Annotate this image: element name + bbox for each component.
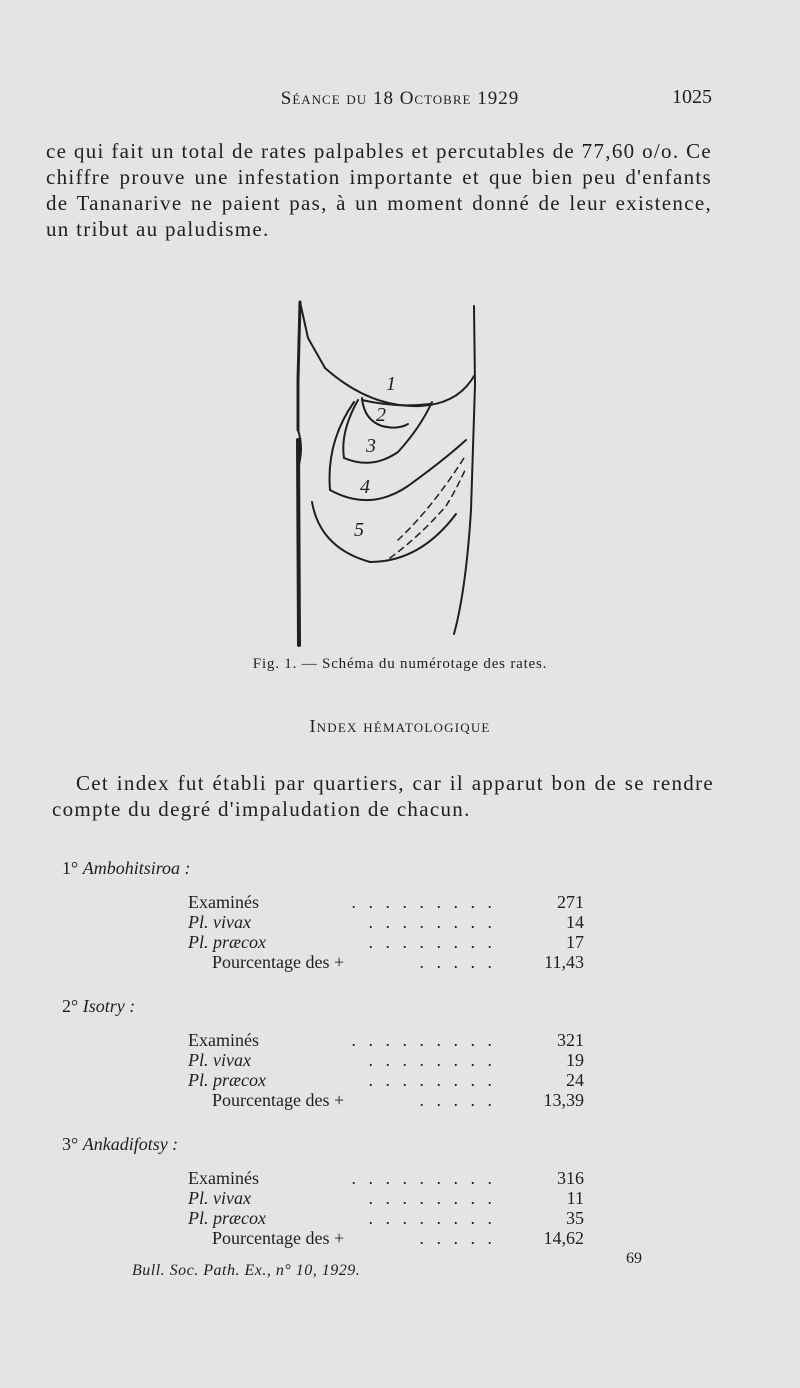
row-value: 14,62 — [543, 1228, 584, 1248]
row-value: 14 — [566, 912, 584, 932]
row-value: 11 — [566, 1188, 584, 1208]
row-value: 35 — [566, 1208, 584, 1228]
district-name: Ankadifotsy : — [82, 1134, 179, 1154]
row-label: Examinés — [188, 1168, 259, 1188]
leader-dots: . . . . . . . . — [368, 1208, 496, 1228]
row-label: Examinés — [188, 1030, 259, 1050]
table-row — [188, 1090, 584, 1110]
leader-dots: . . . . . — [419, 952, 496, 972]
table-row — [188, 1030, 584, 1050]
row-label: Pourcentage des + — [212, 1090, 345, 1110]
table-row — [188, 1208, 584, 1228]
section-title: Index hématologique — [309, 716, 491, 736]
table-row — [188, 892, 584, 912]
district-number: 2° — [62, 996, 79, 1016]
row-value: 13,39 — [543, 1090, 584, 1110]
district-name: Isotry : — [82, 996, 136, 1016]
figure-caption: Fig. 1. — Schéma du numérotage des rates. — [252, 656, 548, 672]
table-row — [188, 1050, 584, 1070]
leader-dots: . . . . . . . . — [368, 912, 496, 932]
district-number: 1° — [62, 858, 79, 878]
row-label: Pl. vivax — [188, 1050, 251, 1070]
body-paragraph: Cet index fut établi par quartiers, car il apparut bon de se rendre compte du degré d'impaludation de chacun. — [52, 771, 714, 821]
table-row — [188, 912, 584, 932]
zone-label-2: 2 — [376, 404, 386, 426]
spleen-numbering-diagram — [270, 290, 490, 650]
leader-dots: . . . . . . . . . — [351, 892, 496, 912]
leader-dots: . . . . . — [419, 1228, 496, 1248]
row-label: Examinés — [188, 892, 259, 912]
page-number: 1025 — [672, 86, 712, 108]
leader-dots: . . . . . . . . — [368, 1070, 496, 1090]
row-value: 17 — [566, 932, 584, 952]
table-row — [188, 1228, 584, 1248]
zone-label-1: 1 — [386, 373, 396, 395]
row-label: Pl. vivax — [188, 912, 251, 932]
district-number: 3° — [62, 1134, 79, 1154]
table-row — [188, 932, 584, 952]
district-name: Ambohitsiroa : — [82, 858, 191, 878]
leader-dots: . . . . . — [419, 1090, 496, 1110]
journal-reference: Bull. Soc. Path. Ex., n° 10, 1929. — [132, 1262, 361, 1279]
leader-dots: . . . . . . . . . — [351, 1168, 496, 1188]
row-value: 24 — [566, 1070, 584, 1090]
leader-dots: . . . . . . . . . — [351, 1030, 496, 1050]
table-row — [188, 952, 584, 972]
leader-dots: . . . . . . . . — [368, 932, 496, 952]
row-value: 271 — [557, 892, 584, 912]
table-row — [188, 1188, 584, 1208]
row-value: 19 — [566, 1050, 584, 1070]
zone-label-5: 5 — [354, 519, 364, 541]
leader-dots: . . . . . . . . — [368, 1050, 496, 1070]
table-row — [188, 1168, 584, 1188]
district-heading — [62, 996, 135, 1017]
row-value: 11,43 — [544, 952, 584, 972]
running-header: Séance du 18 Octobre 1929 — [280, 88, 520, 109]
zone-label-4: 4 — [360, 476, 370, 498]
row-label: Pl. præcox — [188, 1070, 266, 1090]
table-row — [188, 1070, 584, 1090]
intro-paragraph: ce qui fait un total de rates palpables et percutables de 77,60 o/o. Ce chiffre prouve une infestation importante et que bien peu d'enfants de Tananarive ne paient pas, à un moment donné de leur existence, un tribut au paludisme. — [46, 139, 712, 241]
row-label: Pourcentage des + — [212, 1228, 345, 1248]
sheet-number: 69 — [626, 1250, 642, 1267]
leader-dots: . . . . . . . . — [368, 1188, 496, 1208]
row-label: Pourcentage des + — [212, 952, 345, 972]
row-label: Pl. vivax — [188, 1188, 251, 1208]
district-heading — [62, 1134, 178, 1155]
district-heading — [62, 858, 191, 879]
row-value: 321 — [557, 1030, 584, 1050]
row-value: 316 — [557, 1168, 584, 1188]
row-label: Pl. præcox — [188, 932, 266, 952]
row-label: Pl. præcox — [188, 1208, 266, 1228]
zone-label-3: 3 — [366, 435, 376, 457]
